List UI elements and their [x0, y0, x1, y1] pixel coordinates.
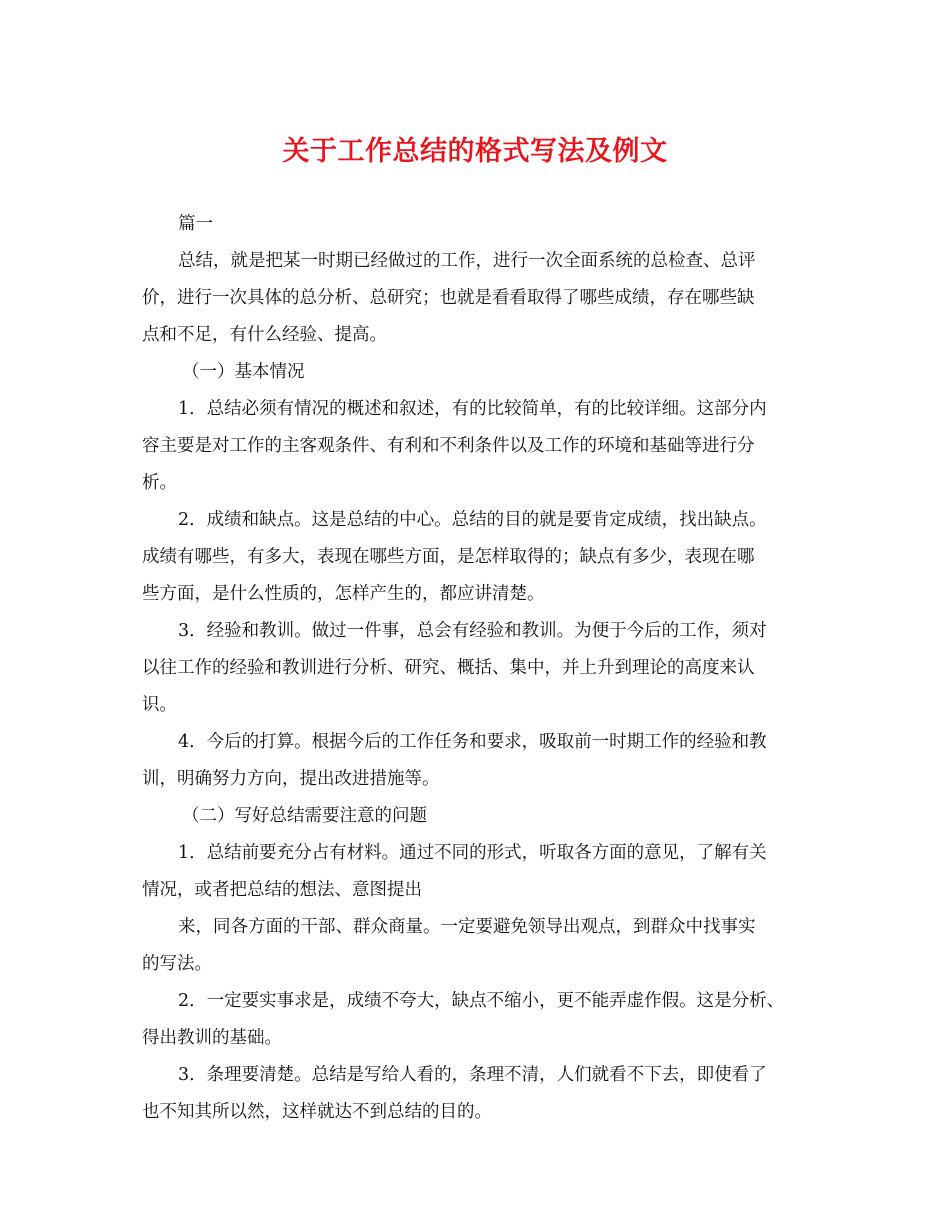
section-heading-basic-situation: （一）基本情况 [182, 362, 305, 382]
document-title: 关于工作总结的格式写法及例文 [282, 136, 668, 167]
paragraph-line: 价，进行一次具体的总分析、总研究；也就是看看取得了哪些成绩，存在哪些缺 [142, 288, 755, 308]
paragraph-line: 3．条理要清楚。总结是写给人看的，条理不清，人们就看不下去，即使看了 [178, 1065, 767, 1085]
paragraph-line: 情况，或者把总结的想法、意图提出 [142, 880, 422, 900]
paragraph-line: 也不知其所以然，这样就达不到总结的目的。 [142, 1102, 492, 1122]
paragraph-line: 识。 [142, 695, 177, 715]
paragraph-line: 2．成绩和缺点。这是总结的中心。总结的目的就是要肯定成绩，找出缺点。 [178, 510, 767, 530]
paragraph-line: 些方面，是什么性质的，怎样产生的，都应讲清楚。 [142, 584, 545, 604]
document-body [142, 206, 806, 1131]
paragraph-line: 1．总结前要充分占有材料。通过不同的形式，听取各方面的意见，了解有关 [178, 843, 767, 863]
paragraph-line: 4．今后的打算。根据今后的工作任务和要求，吸取前一时期工作的经验和教 [178, 732, 767, 752]
paragraph-line: 2．一定要实事求是，成绩不夸大，缺点不缩小，更不能弄虚作假。这是分析、 [178, 991, 785, 1011]
paragraph-line: 训，明确努力方向，提出改进措施等。 [142, 769, 440, 789]
paragraph-line: 点和不足，有什么经验、提高。 [142, 325, 387, 345]
paragraph-line: 以往工作的经验和教训进行分析、研究、概括、集中，并上升到理论的高度来认 [142, 658, 755, 678]
paragraph-line: 成绩有哪些，有多大，表现在哪些方面，是怎样取得的；缺点有多少，表现在哪 [142, 547, 755, 567]
paragraph-line: 的写法。 [142, 954, 212, 974]
paragraph-line: 总结，就是把某一时期已经做过的工作，进行一次全面系统的总检查、总评 [178, 251, 756, 271]
paragraph-line: 析。 [142, 473, 177, 493]
section-label-part-one: 篇一 [178, 214, 213, 234]
paragraph-line: 来，同各方面的干部、群众商量。一定要避免领导出观点，到群众中找事实 [178, 917, 756, 937]
paragraph-line: 3．经验和教训。做过一件事，总会有经验和教训。为便于今后的工作，须对 [178, 621, 767, 641]
paragraph-line: 1．总结必须有情况的概述和叙述，有的比较简单，有的比较详细。这部分内 [178, 399, 767, 419]
paragraph-line: 容主要是对工作的主客观条件、有利和不利条件以及工作的环境和基础等进行分 [142, 436, 755, 456]
section-heading-notes: （二）写好总结需要注意的问题 [182, 806, 427, 826]
paragraph-line: 得出教训的基础。 [142, 1028, 282, 1048]
